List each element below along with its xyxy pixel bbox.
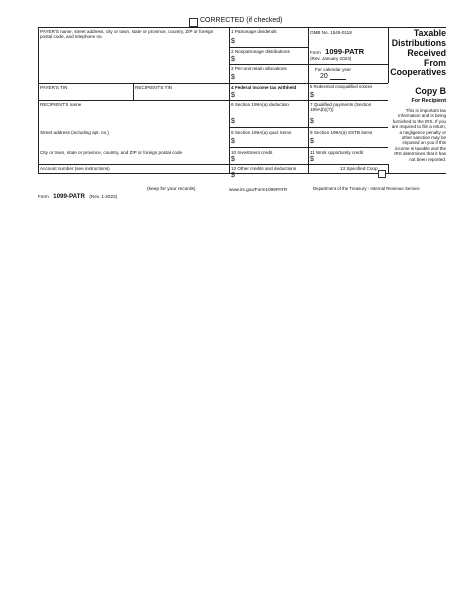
row-line-2 bbox=[229, 64, 308, 65]
box5-label: 5 Redeemed nonqualified notices bbox=[310, 84, 373, 89]
row-line-1 bbox=[229, 47, 308, 48]
box9-dollar: $ bbox=[310, 138, 314, 145]
row-line-6 bbox=[229, 147, 388, 148]
form-revision: (Rev. January 2023) bbox=[310, 56, 352, 61]
box6-field[interactable] bbox=[236, 117, 306, 126]
box8-label: 8 Section 199A(a) qual. items bbox=[231, 130, 292, 135]
form-prefix: Form bbox=[310, 50, 321, 55]
box3-dollar: $ bbox=[231, 74, 235, 81]
box8-field[interactable] bbox=[236, 137, 306, 146]
box8-dollar: $ bbox=[231, 138, 235, 145]
account-number-label: Account number (see instructions) bbox=[40, 166, 110, 171]
street-address-label: Street address (including apt. no.) bbox=[40, 130, 109, 135]
calendar-year: 20 bbox=[320, 73, 328, 80]
box10-field[interactable] bbox=[236, 155, 306, 163]
recipient-name-field[interactable] bbox=[39, 108, 228, 126]
payer-name-label: PAYER'S name, street address, city or town, state or province, country, ZIP or foreign postal code, and telephone no. bbox=[40, 29, 214, 40]
copy-b-title: Copy B bbox=[415, 86, 446, 96]
box12-field[interactable] bbox=[236, 171, 306, 177]
divider-col-3 bbox=[388, 27, 389, 83]
box2-label: 2 Nonpatronage distributions bbox=[231, 49, 290, 54]
box2-dollar: $ bbox=[231, 56, 235, 63]
box10-dollar: $ bbox=[231, 156, 235, 163]
box7-field[interactable] bbox=[315, 117, 386, 126]
recipient-tin-field[interactable] bbox=[134, 91, 228, 99]
omb-number: OMB No. 1545-0118 bbox=[310, 30, 352, 35]
important-tax-notice: This is important tax information and is being furnished to the IRS. If you are required to file a return, a negligence penalty or other sanction may be imposed on you if this income is taxable and the IRS determines that it has not been reported. bbox=[391, 108, 446, 162]
box5-field[interactable] bbox=[315, 91, 386, 99]
box4-dollar: $ bbox=[231, 92, 235, 99]
form-top-border bbox=[38, 27, 446, 28]
footer-form-name: 1099-PATR bbox=[53, 193, 85, 200]
copy-b-subtitle: For Recipient bbox=[411, 98, 446, 104]
box1-label: 1 Patronage dividends bbox=[231, 29, 277, 34]
divider-col-3b bbox=[388, 164, 389, 173]
box10-label: 10 Investment credit bbox=[231, 150, 273, 155]
box4-label: 4 Federal income tax withheld bbox=[231, 85, 297, 90]
corrected-checkbox[interactable] bbox=[189, 18, 198, 27]
box13-checkbox[interactable] bbox=[378, 170, 386, 178]
box7-label: 7 Qualified payments (Section 199A(b)(7)) bbox=[310, 102, 372, 113]
account-number-field[interactable] bbox=[39, 170, 228, 173]
footer-keep-note: (keep for your records) bbox=[147, 187, 196, 192]
box1-field[interactable] bbox=[236, 36, 306, 46]
row-line-4 bbox=[38, 100, 388, 101]
calendar-year-label: For calendar year bbox=[315, 67, 352, 72]
box11-dollar: $ bbox=[310, 156, 314, 163]
box11-field[interactable] bbox=[315, 155, 386, 163]
box11-label: 11 Work opportunity credit bbox=[310, 150, 364, 155]
title-line-2: Distributions bbox=[391, 37, 446, 48]
box1-dollar: $ bbox=[231, 38, 235, 45]
calendar-year-field[interactable] bbox=[330, 72, 346, 80]
title-line-1: Taxable bbox=[413, 28, 446, 38]
omb-divider bbox=[308, 64, 388, 65]
box3-label: 3 Per-unit retain allocations bbox=[231, 66, 287, 71]
box5-dollar: $ bbox=[310, 92, 314, 99]
footer-department: Department of the Treasury - Internal Revenue Service bbox=[313, 186, 420, 191]
title-line-3: Received From bbox=[407, 47, 446, 68]
row-line-5 bbox=[229, 127, 388, 128]
box3-field[interactable] bbox=[236, 73, 306, 82]
box13-label: 13 Specified Coop bbox=[340, 166, 378, 171]
payer-tin-field[interactable] bbox=[39, 91, 132, 99]
title-line-4: Cooperatives bbox=[390, 67, 446, 78]
street-address-field[interactable] bbox=[39, 136, 228, 146]
box7-dollar: $ bbox=[310, 118, 314, 125]
form-title bbox=[390, 29, 446, 78]
box12-label: 12 Other credits and deductions bbox=[231, 166, 297, 171]
corrected-label: CORRECTED (if checked) bbox=[200, 17, 283, 24]
city-label: City or town, state or province, country, and ZIP or foreign postal code bbox=[40, 150, 183, 155]
recipient-tin-label: RECIPIENT'S TIN bbox=[135, 85, 173, 90]
footer-form-id bbox=[38, 185, 117, 203]
box9-field[interactable] bbox=[315, 137, 386, 146]
box4-field[interactable] bbox=[236, 91, 306, 99]
box12-dollar: $ bbox=[231, 172, 235, 179]
footer-revision: (Rev. 1-2023) bbox=[89, 194, 118, 199]
payer-name-field[interactable] bbox=[39, 40, 228, 82]
row-line-7 bbox=[38, 164, 388, 165]
box6-dollar: $ bbox=[231, 118, 235, 125]
form-name: 1099-PATR bbox=[325, 47, 365, 56]
recipient-name-label: RECIPIENT'S name bbox=[40, 102, 82, 107]
box2-field[interactable] bbox=[236, 55, 306, 64]
footer-url[interactable]: www.irs.gov/Form1099PATR bbox=[229, 187, 288, 192]
box9-label: 9 Section 199A(a) SSTB items bbox=[310, 130, 373, 135]
box6-label: 6 Section 199A(a) deduction bbox=[231, 102, 289, 107]
city-field[interactable] bbox=[39, 156, 228, 163]
payer-tin-label: PAYER'S TIN bbox=[40, 85, 68, 90]
footer-form-prefix: Form bbox=[38, 194, 49, 199]
